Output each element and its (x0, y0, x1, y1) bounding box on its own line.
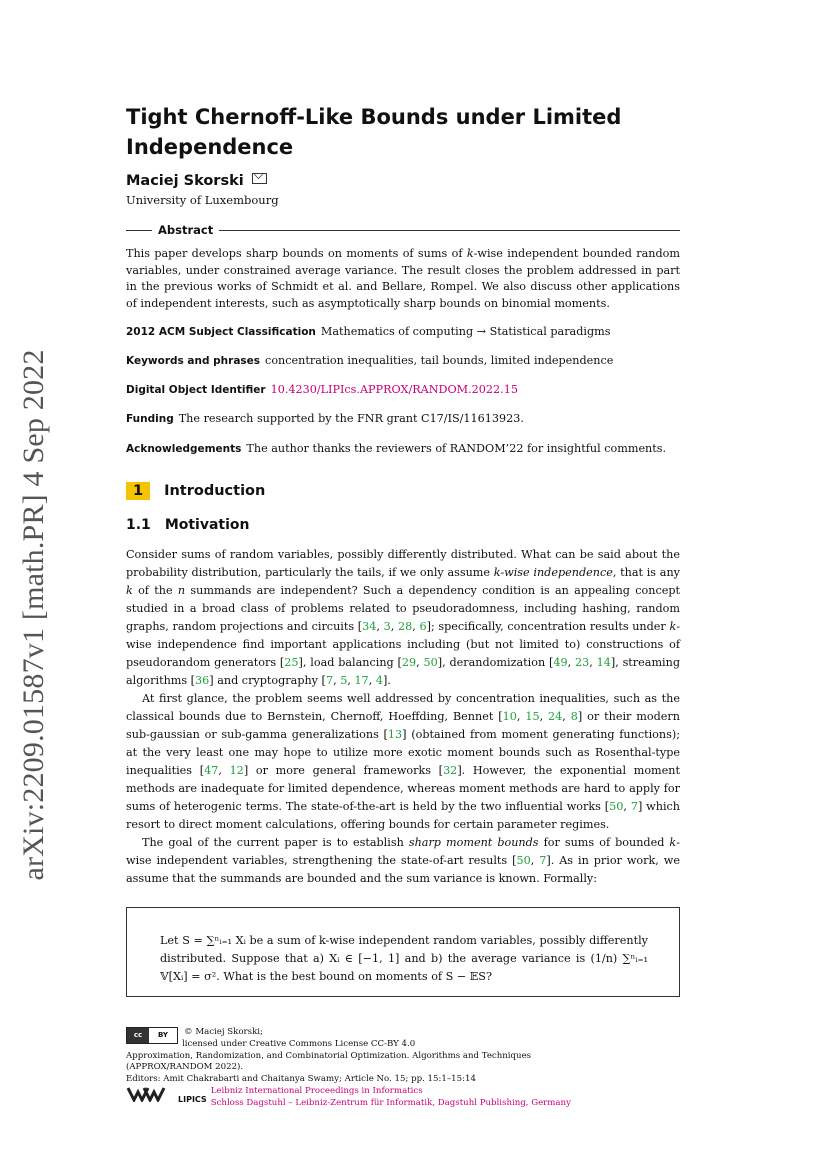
funding: Funding The research supported by the FNR grant C17/IS/11613923. (126, 412, 524, 425)
body-text: Consider sums of random variables, possibly differently distributed. What can be said about the probability distribution, particularly the tails, if we only assume k-wise independence, that is any k of the n summands are independent? Such a dependency condition is an appealing concept studied in a broad class of problems related to pseudoradomness, including hashing, random graphs, random projections and circuits [34, 3, 28, 6]; specifically, concentration results under k-wise independence find important applications including (but not limited to) constructions of pseudorandom generators [25], load balancing [29, 50], derandomization [49, 23, 14], streaming algorithms [36] and cryptography [7, 5, 17, 4]. At first glance, the problem seems well addressed by concentration inequalities, such as the classical bounds due to Bernstein, Chernoff, Hoeffding, Bennet [10, 15, 24, 8] or their modern sub-gaussian or sub-gamma generalizations [13] (obtained from moment generating functions); at the very least one may hope to utilize more exotic moment bounds such as Rosenthal-type inequalities [47, 12] or more general frameworks [32]. However, the exponential moment methods are inadequate for limited dependence, whereas moment methods are hard to apply for sums of heterogenic terms. The state-of-the-art is held by the two influential works [50, 7] which resort to direct moment calculations, offering bounds for certain parameter regimes. The goal of the current paper is to establish sharp moment bounds for sums of bounded k-wise independent variables, strengthening the state-of-art results [50, 7]. As in prior work, we assume that the summands are bounded and the sum variance is known. Formally: (126, 548, 681, 885)
acm-classification: 2012 ACM Subject Classification Mathematics of computing → Statistical paradigms (126, 325, 611, 338)
lipics-logo-icon (126, 1086, 176, 1102)
author-name: Maciej Skorski (126, 173, 244, 189)
abstract-text: This paper develops sharp bounds on moments of sums of k-wise independent bounded random variables, under constrained average variance. The result closes the problem addressed in part in the previous works of Schmidt et al. and Bellare, Rompel. We also discuss other applications of independent interests, such as asymptotically sharp bounds on binomial moments. (126, 247, 680, 310)
lipics-link[interactable]: Leibniz International Proceedings in Informatics (210, 1086, 423, 1096)
problem-statement: Let S = ∑ⁿᵢ₌₁ Xᵢ be a sum of k-wise independent random variables, possibly differently distributed. Suppose that a) Xᵢ ∈ [−1, 1] and b) the average variance is (1/n) ∑ⁿᵢ₌₁ 𝕍[Xᵢ] = σ². What is the best bound on moments of S − 𝔼S? (160, 934, 648, 983)
divider (219, 230, 680, 231)
keywords: Keywords and phrases concentration inequalities, tail bounds, limited independence (126, 354, 614, 367)
footer: cc BY © Maciej Skorski; licensed under Creative Commons License CC-BY 4.0 Approximation, Randomization, and Combinatorial Optimization. Algorithms and Techniques (APPROX/RANDOM 2022). Editors: Amit Chakrabarti and Chaitanya Swamy; Article No. 15; pp. 15:1–15:14 LIPICS Leibniz International Proceedings in Informatics Schloss Dagstuhl – Leibniz-Zentrum für Informatik, Dagstuhl Publishing, Germany (126, 1027, 680, 1109)
cc-by-icon: cc BY (126, 1027, 178, 1044)
author-line (126, 173, 267, 189)
lipics-block: LIPICS Leibniz International Proceedings in Informatics Schloss Dagstuhl – Leibniz-Zentrum für Informatik, Dagstuhl Publishing, Germany (126, 1086, 680, 1109)
problem-box (126, 907, 680, 997)
divider (126, 230, 152, 231)
subsection-heading: 1.1 Motivation (126, 517, 250, 533)
doi: Digital Object Identifier 10.4230/LIPIcs.APPROX/RANDOM.2022.15 (126, 383, 518, 396)
doi-link[interactable]: 10.4230/LIPIcs.APPROX/RANDOM.2022.15 (270, 383, 518, 396)
arxiv-stamp: arXiv:2209.01587v1 [math.PR] 4 Sep 2022 (17, 349, 50, 881)
abstract-heading: Abstract (126, 223, 680, 237)
license-line: cc BY © Maciej Skorski; (126, 1027, 680, 1042)
dagstuhl-link[interactable]: Schloss Dagstuhl – Leibniz-Zentrum für Informatik, Dagstuhl Publishing, Germany (210, 1097, 571, 1108)
envelope-icon[interactable] (252, 173, 267, 184)
section-heading: 1 Introduction (126, 482, 265, 500)
affiliation: University of Luxembourg (126, 193, 279, 207)
paper-title: Tight Chernoff-Like Bounds under Limited Independence (126, 105, 622, 159)
acknowledgements: Acknowledgements The author thanks the reviewers of RANDOM’22 for insightful comments. (126, 442, 667, 455)
